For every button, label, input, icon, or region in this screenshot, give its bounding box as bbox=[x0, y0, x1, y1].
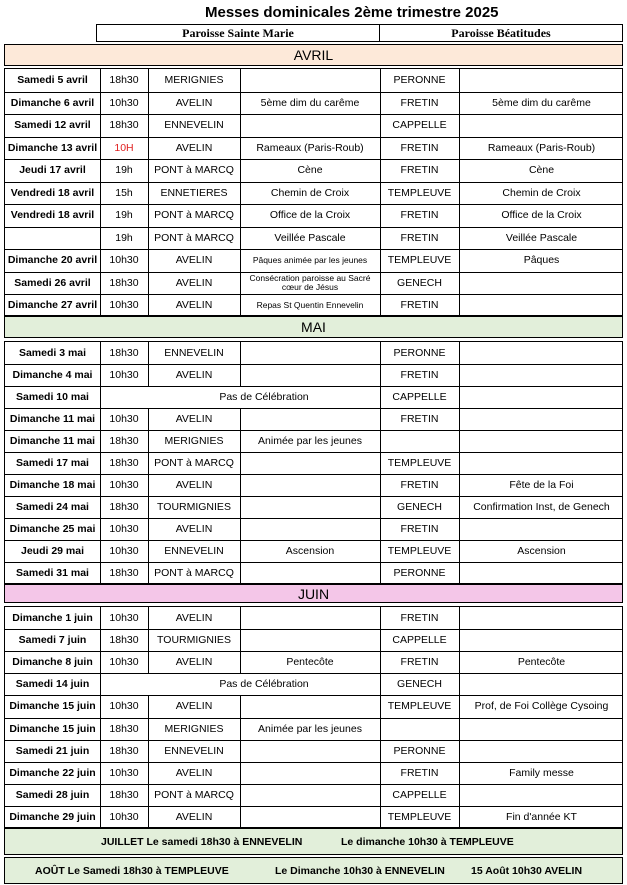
beatitudes-location-cell: GENECH bbox=[397, 276, 442, 289]
beatitudes-event-cell: Confirmation Inst, de Genech bbox=[473, 501, 610, 513]
month-band-mai: MAI bbox=[4, 316, 623, 338]
beatitudes-location-cell: FRETIN bbox=[400, 766, 439, 779]
table-row bbox=[5, 540, 622, 562]
day-cell: Samedi 28 juin bbox=[15, 788, 90, 801]
time-cell: 18h30 bbox=[109, 722, 139, 735]
table-row bbox=[5, 182, 622, 205]
time-cell: 18h30 bbox=[109, 73, 139, 86]
table-juin bbox=[4, 606, 623, 828]
table-row bbox=[5, 562, 622, 584]
parish-header-sainte-marie: Paroisse Sainte Marie bbox=[96, 24, 380, 42]
day-cell: Dimanche 27 avril bbox=[7, 299, 98, 312]
beatitudes-event-cell bbox=[459, 719, 624, 740]
day-cell: Samedi 3 mai bbox=[18, 346, 87, 359]
table-avril bbox=[4, 68, 623, 316]
day-cell: Dimanche 15 juin bbox=[9, 722, 96, 735]
sainte-marie-event-cell bbox=[240, 342, 380, 364]
footer-juillet-sunday: Le dimanche 10h30 à TEMPLEUVE bbox=[341, 835, 514, 848]
span-cell: Pas de Célébration bbox=[148, 674, 380, 695]
sainte-marie-event-cell: Rameaux (Paris-Roub) bbox=[256, 141, 364, 154]
beatitudes-location-cell: TEMPLEUVE bbox=[387, 545, 452, 557]
beatitudes-location-cell: FRETIN bbox=[400, 413, 439, 425]
day-cell: Vendredi 18 avril bbox=[10, 186, 95, 199]
time-cell: 18h30 bbox=[109, 119, 139, 132]
sainte-marie-location-cell: MERIGNIES bbox=[164, 722, 224, 735]
day-cell bbox=[5, 228, 100, 250]
table-row bbox=[5, 806, 622, 828]
sainte-marie-event-cell bbox=[240, 475, 380, 496]
time-cell: 19h bbox=[115, 164, 133, 177]
time-cell: 10h30 bbox=[109, 810, 139, 823]
beatitudes-event-cell bbox=[459, 519, 624, 540]
sainte-marie-event-cell bbox=[240, 785, 380, 806]
beatitudes-event-cell: Chemin de Croix bbox=[502, 186, 581, 199]
table-row bbox=[5, 430, 622, 452]
sainte-marie-event-cell bbox=[240, 409, 380, 430]
sainte-marie-event-cell bbox=[240, 453, 380, 474]
beatitudes-location-cell bbox=[380, 431, 459, 452]
footer-juillet bbox=[4, 828, 623, 855]
beatitudes-event-cell: Family messe bbox=[509, 766, 574, 779]
day-cell: Samedi 10 mai bbox=[16, 391, 89, 403]
page-title: Messes dominicales 2ème trimestre 2025 bbox=[205, 4, 499, 21]
day-cell: Samedi 12 avril bbox=[14, 119, 91, 132]
time-cell: 10h30 bbox=[109, 413, 139, 425]
sainte-marie-location-cell: PONT à MARCQ bbox=[154, 567, 234, 579]
beatitudes-location-cell: GENECH bbox=[397, 501, 442, 513]
beatitudes-event-cell: Rameaux (Paris-Roub) bbox=[487, 141, 596, 154]
sainte-marie-event-cell bbox=[240, 696, 380, 717]
beatitudes-event-cell: Fin d'année KT bbox=[506, 810, 577, 823]
sainte-marie-location-cell: AVELIN bbox=[175, 276, 213, 289]
beatitudes-location-cell: FRETIN bbox=[400, 523, 439, 535]
beatitudes-event-cell bbox=[459, 431, 624, 452]
beatitudes-location-cell: FRETIN bbox=[400, 479, 439, 491]
sainte-marie-event-cell: 5ème dim du carême bbox=[260, 96, 360, 109]
day-cell: Dimanche 22 juin bbox=[9, 766, 96, 779]
sainte-marie-location-cell: AVELIN bbox=[175, 141, 213, 154]
table-mai bbox=[4, 341, 623, 584]
time-cell: 10h30 bbox=[109, 656, 139, 669]
sainte-marie-event-cell: Ascension bbox=[285, 545, 335, 557]
sainte-marie-location-cell: AVELIN bbox=[175, 700, 213, 713]
day-cell: Samedi 24 mai bbox=[16, 501, 89, 513]
day-cell: Samedi 21 juin bbox=[15, 744, 90, 757]
footer-aout-sunday: Le Dimanche 10h30 à ENNEVELIN bbox=[275, 864, 445, 877]
sainte-marie-location-cell: PONT à MARCQ bbox=[154, 231, 234, 244]
beatitudes-event-cell bbox=[459, 785, 624, 806]
beatitudes-location-cell: CAPPELLE bbox=[392, 634, 447, 647]
sainte-marie-event-cell bbox=[240, 807, 380, 828]
day-cell: Dimanche 25 mai bbox=[9, 523, 96, 535]
sainte-marie-location-cell: TOURMIGNIES bbox=[157, 501, 231, 513]
beatitudes-location-cell: TEMPLEUVE bbox=[387, 810, 452, 823]
beatitudes-event-cell bbox=[459, 387, 624, 408]
sainte-marie-location-cell: AVELIN bbox=[175, 369, 213, 381]
footer-juillet-saturday: JUILLET Le samedi 18h30 à ENNEVELIN bbox=[101, 835, 303, 848]
sainte-marie-event-cell bbox=[240, 519, 380, 540]
table-row bbox=[5, 651, 622, 673]
beatitudes-location-cell: FRETIN bbox=[400, 369, 439, 381]
sainte-marie-event-cell: Veillée Pascale bbox=[274, 231, 346, 244]
sainte-marie-event-cell: Repas St Quentin Ennevelin bbox=[256, 300, 364, 311]
beatitudes-location-cell: PERONNE bbox=[393, 744, 446, 757]
beatitudes-location-cell: PERONNE bbox=[393, 346, 446, 359]
beatitudes-location-cell: PERONNE bbox=[393, 567, 446, 579]
month-band-avril: AVRIL bbox=[4, 44, 623, 66]
time-cell: 18h30 bbox=[109, 567, 139, 579]
day-cell: Dimanche 13 avril bbox=[7, 141, 98, 154]
time-cell: 10H bbox=[114, 141, 134, 154]
time-cell: 18h30 bbox=[109, 501, 139, 513]
sainte-marie-location-cell: PONT à MARCQ bbox=[154, 788, 234, 801]
span-cell: Pas de Célébration bbox=[148, 387, 380, 408]
table-row bbox=[5, 718, 622, 740]
sainte-marie-event-cell bbox=[240, 630, 380, 651]
beatitudes-event-cell: Pentecôte bbox=[517, 656, 566, 669]
beatitudes-location-cell: TEMPLEUVE bbox=[387, 700, 452, 713]
table-row bbox=[5, 137, 622, 160]
time-cell: 19h bbox=[115, 231, 133, 244]
day-cell: Samedi 7 juin bbox=[18, 634, 87, 647]
sainte-marie-location-cell: AVELIN bbox=[175, 479, 213, 491]
beatitudes-location-cell: PERONNE bbox=[393, 73, 446, 86]
day-cell: Samedi 14 juin bbox=[15, 678, 90, 691]
beatitudes-location-cell: CAPPELLE bbox=[392, 788, 447, 801]
time-cell: 18h30 bbox=[109, 276, 139, 289]
sainte-marie-event-cell bbox=[240, 69, 380, 92]
beatitudes-event-cell: Ascension bbox=[517, 545, 566, 557]
sainte-marie-location-cell: PONT à MARCQ bbox=[154, 164, 234, 177]
beatitudes-event-cell: Office de la Croix bbox=[501, 209, 582, 222]
beatitudes-location-cell: TEMPLEUVE bbox=[387, 254, 452, 267]
footer-aout-assumption: 15 Août 10h30 AVELIN bbox=[471, 864, 583, 877]
sainte-marie-location-cell: AVELIN bbox=[175, 413, 213, 425]
beatitudes-event-cell bbox=[459, 69, 624, 92]
day-cell: Dimanche 4 mai bbox=[12, 369, 93, 381]
table-row bbox=[5, 114, 622, 137]
footer-aout bbox=[4, 857, 623, 884]
table-row bbox=[5, 294, 622, 317]
day-cell: Dimanche 1 juin bbox=[12, 611, 93, 624]
beatitudes-event-cell bbox=[459, 563, 624, 584]
beatitudes-event-cell bbox=[459, 607, 624, 629]
table-row bbox=[5, 249, 622, 272]
time-cell: 18h30 bbox=[109, 634, 139, 647]
time-cell: 10h30 bbox=[109, 369, 139, 381]
day-cell: Samedi 26 avril bbox=[14, 276, 91, 289]
time-cell bbox=[100, 674, 148, 695]
month-band-juin: JUIN bbox=[4, 584, 623, 603]
table-row bbox=[5, 673, 622, 695]
time-cell: 18h30 bbox=[109, 788, 139, 801]
time-cell: 10h30 bbox=[109, 479, 139, 491]
table-row bbox=[5, 408, 622, 430]
beatitudes-location-cell: FRETIN bbox=[400, 231, 439, 244]
time-cell: 10h30 bbox=[109, 96, 139, 109]
table-row bbox=[5, 474, 622, 496]
table-row bbox=[5, 159, 622, 182]
beatitudes-location-cell: FRETIN bbox=[400, 299, 439, 312]
day-cell: Dimanche 29 juin bbox=[9, 810, 96, 823]
time-cell: 10h30 bbox=[109, 545, 139, 557]
sainte-marie-location-cell: ENNEVELIN bbox=[164, 346, 224, 359]
beatitudes-event-cell: Veillée Pascale bbox=[505, 231, 578, 244]
sainte-marie-location-cell: MERIGNIES bbox=[164, 435, 224, 447]
sainte-marie-event-cell: Cène bbox=[297, 164, 323, 177]
sainte-marie-location-cell: TOURMIGNIES bbox=[157, 634, 231, 647]
beatitudes-event-cell bbox=[459, 674, 624, 695]
sainte-marie-location-cell: ENNEVELIN bbox=[164, 119, 224, 132]
table-row bbox=[5, 386, 622, 408]
table-row bbox=[5, 629, 622, 651]
beatitudes-location-cell: FRETIN bbox=[400, 611, 439, 624]
beatitudes-location-cell: GENECH bbox=[397, 678, 442, 691]
day-cell: Dimanche 18 mai bbox=[9, 479, 96, 491]
beatitudes-location-cell bbox=[380, 719, 459, 740]
sainte-marie-event-cell bbox=[240, 763, 380, 784]
day-cell: Dimanche 15 juin bbox=[9, 700, 96, 713]
time-cell: 18h30 bbox=[109, 435, 139, 447]
table-row bbox=[5, 762, 622, 784]
sainte-marie-location-cell: ENNEVELIN bbox=[164, 545, 224, 557]
sainte-marie-event-cell: Consécration paroisse au Sacré cœur de Jésus bbox=[249, 273, 371, 293]
time-cell: 10h30 bbox=[109, 299, 139, 312]
day-cell: Samedi 5 avril bbox=[17, 73, 88, 86]
time-cell: 18h30 bbox=[109, 457, 139, 469]
sainte-marie-event-cell bbox=[240, 365, 380, 386]
table-row bbox=[5, 272, 622, 295]
table-row bbox=[5, 518, 622, 540]
time-cell: 18h30 bbox=[109, 744, 139, 757]
sainte-marie-location-cell: MERIGNIES bbox=[164, 73, 224, 86]
beatitudes-location-cell: FRETIN bbox=[400, 656, 439, 669]
day-cell: Dimanche 6 avril bbox=[10, 96, 95, 109]
beatitudes-event-cell: Cène bbox=[528, 164, 555, 177]
sainte-marie-location-cell: AVELIN bbox=[175, 96, 213, 109]
beatitudes-event-cell bbox=[459, 342, 624, 364]
table-row bbox=[5, 364, 622, 386]
time-cell: 10h30 bbox=[109, 766, 139, 779]
time-cell: 15h bbox=[115, 186, 133, 199]
table-row bbox=[5, 92, 622, 115]
beatitudes-location-cell: TEMPLEUVE bbox=[387, 457, 452, 469]
beatitudes-event-cell bbox=[459, 273, 624, 295]
time-cell: 10h30 bbox=[109, 254, 139, 267]
sainte-marie-location-cell: PONT à MARCQ bbox=[154, 209, 234, 222]
table-row bbox=[5, 695, 622, 717]
beatitudes-location-cell: TEMPLEUVE bbox=[387, 186, 452, 199]
day-cell: Dimanche 8 juin bbox=[12, 656, 93, 669]
time-cell: 10h30 bbox=[109, 611, 139, 624]
sainte-marie-event-cell: Office de la Croix bbox=[269, 209, 351, 222]
beatitudes-location-cell: FRETIN bbox=[400, 164, 439, 177]
time-cell: 18h30 bbox=[109, 346, 139, 359]
day-cell: Dimanche 20 avril bbox=[7, 254, 98, 267]
sainte-marie-location-cell: AVELIN bbox=[175, 299, 213, 312]
sainte-marie-event-cell: Pâques animée par les jeunes bbox=[252, 255, 368, 266]
sainte-marie-event-cell: Chemin de Croix bbox=[270, 186, 350, 199]
beatitudes-location-cell: CAPPELLE bbox=[392, 391, 447, 403]
day-cell: Jeudi 29 mai bbox=[20, 545, 85, 557]
beatitudes-location-cell: FRETIN bbox=[400, 96, 439, 109]
table-row bbox=[5, 784, 622, 806]
day-cell: Dimanche 11 mai bbox=[9, 413, 96, 425]
sainte-marie-event-cell: Pentecôte bbox=[286, 656, 334, 669]
beatitudes-event-cell: Prof, de Foi Collège Cysoing bbox=[474, 700, 609, 713]
beatitudes-event-cell bbox=[459, 409, 624, 430]
beatitudes-location-cell: CAPPELLE bbox=[392, 119, 447, 132]
table-row bbox=[5, 69, 622, 92]
beatitudes-event-cell bbox=[459, 741, 624, 762]
beatitudes-event-cell bbox=[459, 630, 624, 651]
table-row bbox=[5, 607, 622, 629]
beatitudes-event-cell bbox=[459, 453, 624, 474]
beatitudes-event-cell: Fête de la Foi bbox=[509, 479, 574, 491]
sainte-marie-location-cell: PONT à MARCQ bbox=[154, 457, 234, 469]
day-cell: Samedi 17 mai bbox=[16, 457, 89, 469]
sainte-marie-location-cell: AVELIN bbox=[175, 254, 213, 267]
beatitudes-location-cell: FRETIN bbox=[400, 141, 439, 154]
beatitudes-location-cell: FRETIN bbox=[400, 209, 439, 222]
sainte-marie-location-cell: ENNETIERES bbox=[160, 186, 228, 199]
table-row bbox=[5, 496, 622, 518]
sainte-marie-location-cell: AVELIN bbox=[175, 810, 213, 823]
time-cell: 10h30 bbox=[109, 700, 139, 713]
sainte-marie-location-cell: AVELIN bbox=[175, 523, 213, 535]
day-cell: Dimanche 11 mai bbox=[9, 435, 96, 447]
sainte-marie-event-cell bbox=[240, 115, 380, 137]
time-cell: 10h30 bbox=[109, 523, 139, 535]
table-row bbox=[5, 342, 622, 364]
day-cell: Jeudi 17 avril bbox=[19, 164, 86, 177]
table-row bbox=[5, 204, 622, 227]
sainte-marie-location-cell: AVELIN bbox=[175, 766, 213, 779]
table-row bbox=[5, 227, 622, 250]
table-row bbox=[5, 452, 622, 474]
beatitudes-event-cell bbox=[459, 115, 624, 137]
sainte-marie-location-cell: AVELIN bbox=[175, 611, 213, 624]
time-cell: 19h bbox=[115, 209, 133, 222]
footer-aout-saturday: AOÛT Le Samedi 18h30 à TEMPLEUVE bbox=[35, 864, 229, 877]
sainte-marie-event-cell bbox=[240, 497, 380, 518]
sainte-marie-event-cell: Animée par les jeunes bbox=[258, 722, 362, 735]
beatitudes-event-cell: Pâques bbox=[523, 254, 560, 267]
sainte-marie-event-cell bbox=[240, 607, 380, 629]
beatitudes-event-cell bbox=[459, 295, 624, 317]
sainte-marie-event-cell bbox=[240, 741, 380, 762]
sainte-marie-event-cell bbox=[240, 563, 380, 584]
beatitudes-event-cell: 5ème dim du carême bbox=[492, 96, 591, 109]
time-cell bbox=[100, 387, 148, 408]
table-row bbox=[5, 740, 622, 762]
day-cell: Samedi 31 mai bbox=[16, 567, 89, 579]
sainte-marie-location-cell: ENNEVELIN bbox=[164, 744, 224, 757]
sainte-marie-location-cell: AVELIN bbox=[175, 656, 213, 669]
day-cell: Vendredi 18 avril bbox=[10, 209, 95, 222]
sainte-marie-event-cell: Animée par les jeunes bbox=[258, 435, 362, 447]
beatitudes-event-cell bbox=[459, 365, 624, 386]
parish-header-beatitudes: Paroisse Béatitudes bbox=[379, 24, 623, 42]
